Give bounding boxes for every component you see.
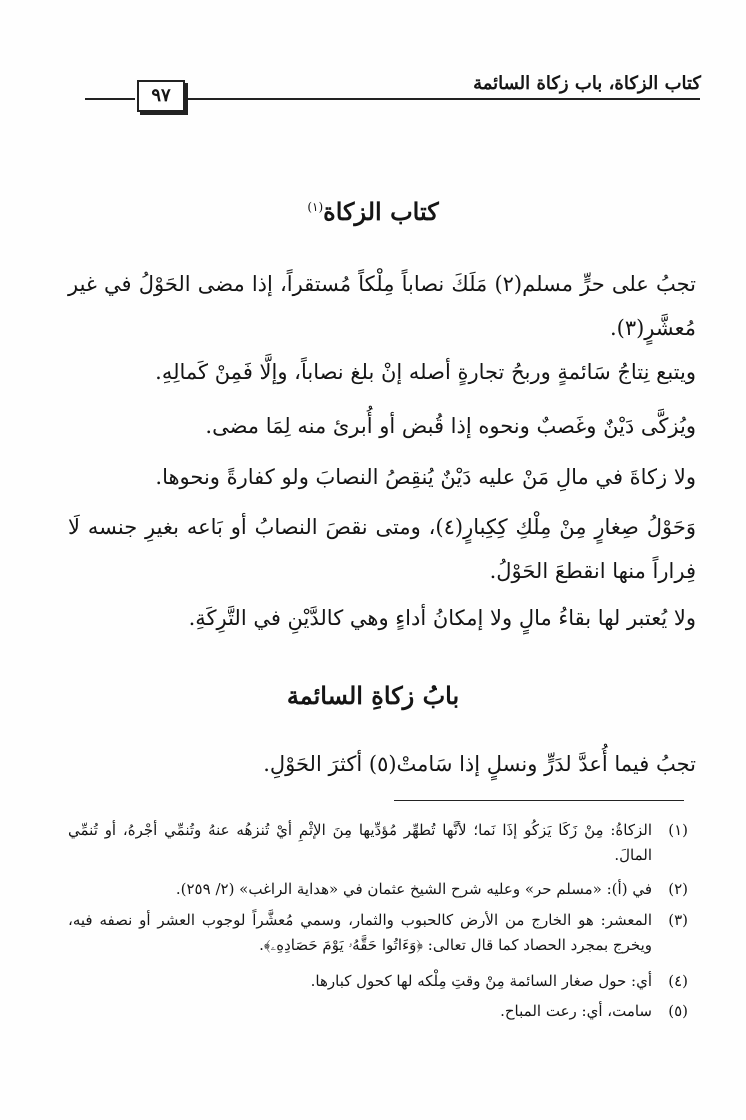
paragraph: ولا زكاةَ في مالِ مَنْ عليه دَيْنٌ يُنقِصُ النصابَ ولو كفارةً ونحوها. — [155, 465, 696, 489]
footnote-number: (٣) — [668, 911, 688, 929]
section-title: بابُ زكاةِ السائمة — [286, 681, 460, 710]
paragraph: تجبُ على حرٍّ مسلم(٢) مَلَكَ نصاباً مِلْكاً مُستقراً، إذا مضى الحَوْلُ في غير مُعشَّرٍ(٣). — [68, 272, 696, 340]
footnote — [68, 908, 688, 958]
footnote-text: الزكاةُ: مِنْ زَكَا يَزكُو إذَا نَما؛ لأنَّها تُطهِّر مُؤدِّيها مِنَ الإثْمِ أيْ تُنزهُه عنهُ وتُنمِّي أجْرهُ، أو تُنمِّي المالَ. — [68, 821, 652, 864]
footnote-number: (٢) — [668, 880, 688, 898]
footnote — [68, 999, 688, 1024]
footnote-number: (٥) — [668, 1002, 688, 1020]
footnote — [68, 877, 688, 902]
paragraph: ولا يُعتبر لها بقاءُ مالٍ ولا إمكانُ أداءٍ وهي كالدَّيْنِ في التَّرِكَةِ. — [188, 606, 696, 630]
footnote-number: (٤) — [668, 972, 688, 990]
footnote — [68, 969, 688, 994]
paragraph: وَحَوْلُ صِغارٍ مِنْ مِلْكِ كِكِبارٍ(٤)، ومتى نقصَ النصابُ أو بَاعه بغيرِ جنسه لَا فِراراً منها انقطعَ الحَوْلُ. — [68, 515, 696, 583]
chapter-title-text: كتاب الزكاة — [323, 197, 439, 226]
chapter-title — [0, 197, 746, 226]
footnote-text: المعشر: هو الخارج من الأرض كالحبوب والثمار، وسمي مُعشَّراً لوجوب العشر أو نصفه فيه، ويخرج بمجرد الحصاد كما قال تعالى: ﴿وَءَاتُوا حَقَّهُۥ يَوْمَ حَصَادِهِۦ﴾. — [68, 911, 652, 954]
footnote — [68, 818, 688, 868]
footnote-text: في (أ): «مسلم حر» وعليه شرح الشيخ عثمان في «هداية الراغب» (٢/ ٢٥٩). — [175, 880, 652, 898]
footnote-text: سامت، أي: رعت المباح. — [500, 1002, 652, 1020]
paragraph: تجبُ فيما أُعدَّ لدَرٍّ ونسلٍ إذا سَامتْ(٥) أكثرَ الحَوْلِ. — [263, 752, 696, 776]
header-rule — [188, 98, 700, 100]
running-head-title: كتاب الزكاة، باب زكاة السائمة — [473, 73, 701, 94]
paragraph: ويتبع نِتاجُ سَائمةٍ وربحُ تجارةٍ أصله إنْ بلغ نصاباً، وإلَّا فَمِنْ كَمالِهِ. — [155, 360, 696, 384]
header-rule-left — [85, 98, 135, 100]
paragraph: ويُزكَّى دَيْنٌ وغَصبٌ ونحوه إذا قُبض أو أُبرئ منه لِمَا مضى. — [205, 414, 696, 438]
footnote-text: أي: حول صغار السائمة مِنْ وقتِ مِلْكه لها كحول كبارها. — [310, 972, 652, 990]
chapter-title-note: (١) — [307, 200, 324, 214]
footnote-number: (١) — [668, 821, 688, 839]
page-number: ٩٧ — [137, 80, 185, 112]
footnote-separator — [394, 800, 684, 801]
